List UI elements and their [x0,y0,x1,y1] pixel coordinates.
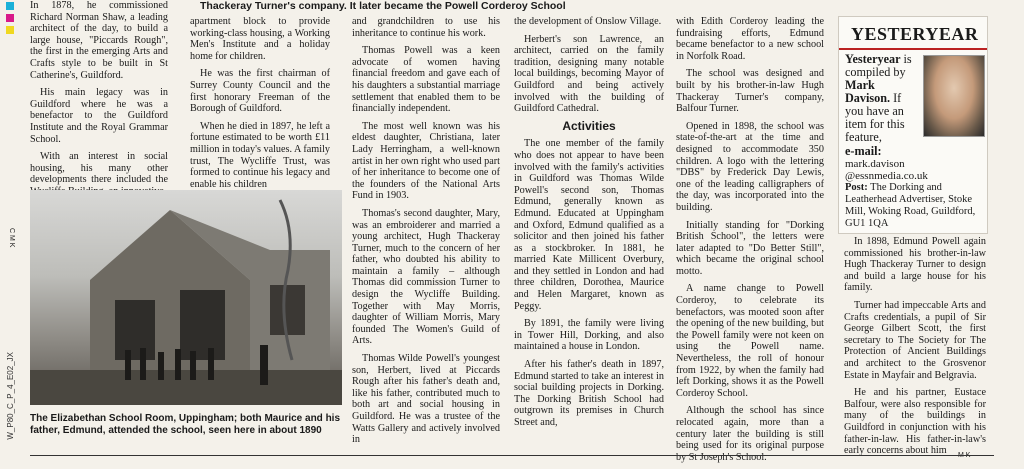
paragraph: He was the first chairman of Surrey County Council and the first honorary Freeman of the Borough of Guildford. [190,68,330,115]
paragraph: By 1891, the family were living in Tower Hill, Dorking, and also maintained a house in London. [514,318,664,353]
paragraph: Thomas's second daughter, Mary, was an embroiderer and married a young architect, Hugh Thackeray Turner, much to the concern of her father, who doubted his ability to maintain a family – although Thomas did commission Turner to design the Wycliffe Building. Together with May Morris, daughter of William Morris, Mary founded The Women's Guild of Arts. [352,207,500,347]
article-column-6 [844,236,986,463]
registration-mark-bottom: M K [958,452,971,459]
ask-text: If you have an item for this feature, [845,91,905,144]
paragraph: with Edith Corderoy leading the fundraising efforts, Edmund became benefactor to a new school in Norfolk Road. [676,16,824,62]
paragraph: A name change to Powell Corderoy, to celebrate its benefactors, was mooted soon after the opening of the new building, but the Powell family were not keen on using the Powell name. Nevertheless, the roll of honour from 1922, by when the family had left Dorking, shows it as the Powell Corderoy School. [676,283,824,399]
bottom-rule [30,455,994,456]
author-name: Mark Davison. [845,78,891,105]
box-title: YESTERYEAR [839,17,987,50]
paragraph: The one member of the family who does not appear to have been involved with the family's activities in Guildford was Thomas Wilde Powell's second son, Thomas Edmund, generally known as Edmund. Educated at Uppingham and Oxford, Edmund qualified as a solicitor and then joined his father as a stockbroker. In 1881, he married Kate Millicent Overbury, and they settled in London and had three children, Dorothea, Maurice and Helen Margaret, known as Peggy. [514,138,664,312]
article-column-4 [514,16,664,435]
intro-a: Yesteryear [845,52,901,66]
headline: Thackeray Turner's company. It later became the Powell Corderoy School [200,0,566,12]
article-column-5 [676,16,824,469]
school-room-photo [30,190,342,405]
email-address[interactable]: mark.davison @essnmedia.co.uk [845,158,928,182]
article-column-3 [352,16,500,452]
paragraph: With an interest in social housing, his many other developments there included the [30,151,168,186]
paragraph: His main legacy was in Guildford where he was a benefactor to the Guildford Institute and the Royal Grammar School. [30,87,168,145]
paragraph: the development of Onslow Village. [514,16,662,27]
paragraph: Opened in 1898, the school was state-of-the-art at the time and designed to accommodate 350 children. A logo with the lettering "DBS" by Frederick Day Lewis, one of the leading calligraphers of the day, was incorporated into the building. [676,120,824,213]
paragraph: Although the school has since relocated again, more than a century later the building is still being used for its original purpose by St Joseph's School. [676,405,824,463]
cyan-swatch [6,2,14,10]
page-id: W_P80_C_P_4_E02_JX [6,352,15,440]
article-column-1 [30,0,168,204]
paragraph: He and his partner, Eustace Balfour, were also responsible for many of the buildings in Guildford in conjunction with his father-in-law. His father-in-law's early concerns about him [844,387,986,457]
paragraph: and grandchildren to use his inheritance to continue his work. [352,16,500,39]
box-text [845,53,985,230]
magenta-swatch [6,14,14,22]
paragraph: Herbert's son Lawrence, an architect, carried on the family tradition, designing many notable local buildings, becoming Mayor of Guildford and being actively involved with the building of Guildford Cathedral. [514,33,664,115]
paragraph: Initially standing for "Dorking British School", the letters were later adapted to "Do Better Still", which became the original school motto. [676,219,824,277]
article-column-2 [190,16,330,196]
post-address: The Dorking and Leatherhead Advertiser, Stoke Mill, Woking Road, Guildford, GU1 1QA [845,182,976,229]
school-building-illustration [30,190,342,405]
yesteryear-info-box [838,16,988,234]
yellow-swatch [6,26,14,34]
paragraph: After his father's death in 1897, Edmund started to take an interest in social building projects in Dorking. The Dorking British School had outgrown its premises in Church Street and, [514,359,664,428]
paragraph: In 1898, Edmund Powell again commissioned his brother-in-law Hugh Thackeray Turner to design and build a large house for his family. [844,236,986,294]
paragraph: Thomas Powell was a keen advocate of women having financial freedom and gave each of his daughters a substantial marriage settlement that enabled them to be financially independent. [352,45,500,115]
email-label: e-mail: [845,144,882,158]
intro-b: is compiled by [845,52,912,79]
paragraph: Thomas Wilde Powell's youngest son, Herbert, lived at Piccards Rough after his father's death and, like his father, contributed much to both art and social housing in Guildford. He was a trustee of the Watts Gallery and actively involved in [352,353,500,446]
paragraph: The school was designed and built by his brother-in-law Hugh Thackeray Turner's company, Balfour Turner. [676,68,824,115]
section-heading-activities: Activities [562,118,616,133]
photo-caption: The Elizabethan School Room, Uppingham; both Maurice and his father, Edmund, attended the school, seen here in about 1890 [30,413,341,436]
paragraph: When he died in 1897, he left a fortune estimated to be worth £11 million in today's values. A family trust, The Wycliffe Trust, was formed to continue his legacy and enable his children [190,120,330,190]
paragraph: The most well known was his eldest daughter, Christiana, later Lady Herringham, a well-known artist in her own right who used part of her inheritance to become one of the founders of the National Arts Fund in 1903. [352,120,500,202]
paragraph: Turner had impeccable Arts and Crafts credentials, a pupil of Sir George Gilbert Scott, the first secretary to The Society for The Protection of Ancient Buildings and architect to the Grosvenor Estate in Mayfair and Belgravia. [844,299,986,381]
post-label: Post: [845,182,868,193]
registration-mark-side: C M K [8,228,15,248]
paragraph: apartment block to provide working-class housing, a Working Men's Institute and a holiday home for children. [190,16,330,62]
paragraph: In 1878, he commissioned Richard Norman Shaw, a leading architect of the day, to build a large house, "Piccards Rough", the first in the emerging Arts and Crafts style to be built in St Catherine's, Guildford. [30,0,168,81]
